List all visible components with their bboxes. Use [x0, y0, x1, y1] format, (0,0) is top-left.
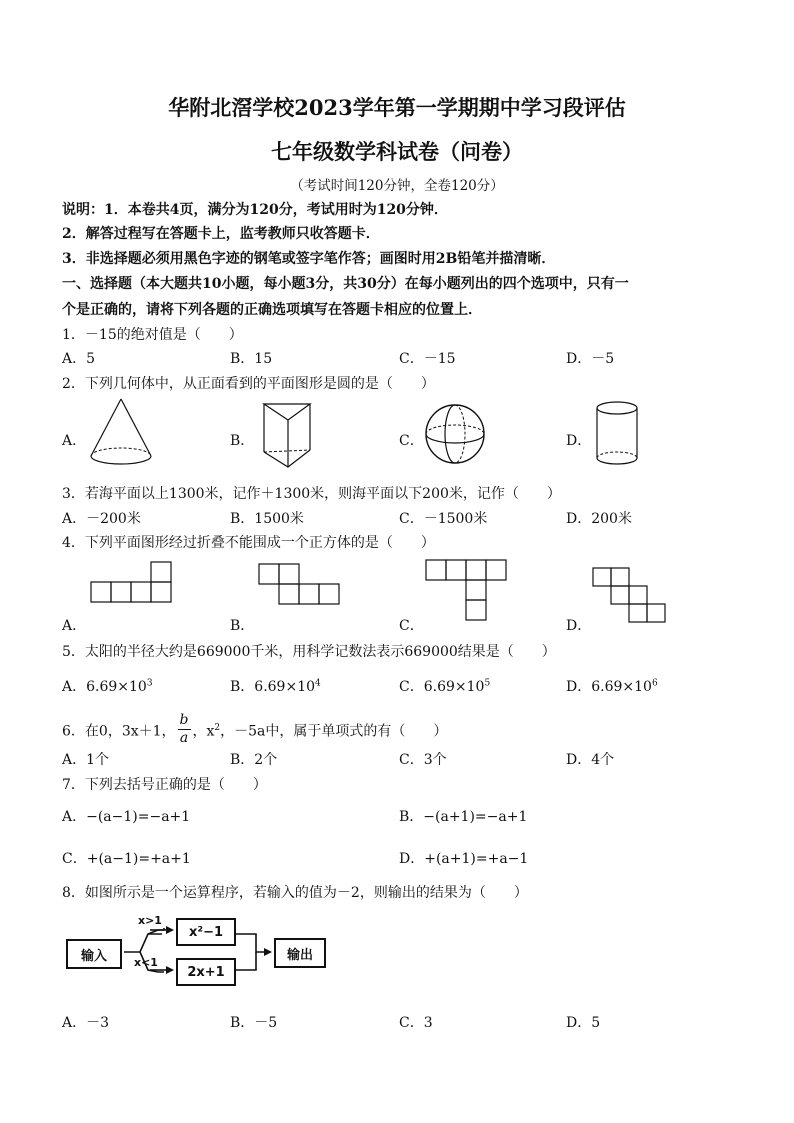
condition-greater-label: x>1	[138, 914, 162, 927]
flowchart-square-minus-one-box: x²−1	[176, 918, 236, 946]
instruction-2: 2．解答过程写在答题卡上，监考教师只收答题卡．	[62, 226, 380, 242]
section-heading-line1: 一、选择题（本大题共10小题，每小题3分，共30分）在每小题列出的四个选项中，只有一	[62, 276, 629, 292]
question-8-option-b: B．－5	[230, 1015, 278, 1031]
question-6-option-b: B．2个	[230, 752, 278, 768]
question-7-option-a: A．−(a−1)=−a+1	[62, 809, 191, 825]
fraction-b-over-a: $\frac{b}{a}$	[179, 712, 189, 746]
question-4-option-d: D．	[566, 618, 592, 634]
sphere-figure	[423, 402, 487, 466]
question-7-stem: 7．下列去括号正确的是（ ）	[62, 777, 267, 793]
question-5-option-d: D．$6.69\times 10^6$	[566, 678, 658, 695]
question-5-option-a: A．$6.69\times 10^3$	[62, 678, 153, 695]
question-6-stem: 6．在0，3x＋1， $\frac{b}{a}$ ，$x^2$，－5a中，属于单项式的有（ ）	[62, 712, 448, 746]
question-7-option-d: D．+(a+1)=+a−1	[399, 851, 529, 867]
net-c-figure	[425, 558, 509, 624]
net-a-figure	[90, 560, 172, 604]
question-2-option-a: A．	[62, 433, 87, 449]
question-1-option-d: D．－5	[566, 351, 615, 367]
flowchart-input-box: 输入	[66, 939, 122, 969]
question-6-option-d: D．4个	[566, 752, 615, 768]
question-2-stem: 2．下列几何体中，从正面看到的平面图形是圆的是（ ）	[62, 376, 435, 392]
question-3-option-a: A．－200米	[62, 511, 141, 527]
question-1-stem: 1．－15的绝对值是（ ）	[62, 327, 243, 343]
question-3-option-b: B．1500米	[230, 511, 304, 527]
question-1-option-b: B．15	[230, 351, 273, 367]
net-d-figure	[592, 566, 668, 626]
instruction-1: 说明：1．本卷共4页，满分为120分，考试用时为120分钟．	[62, 202, 448, 218]
question-5-option-c: C．$6.69\times 10^5$	[399, 678, 491, 695]
exam-title: 华附北滘学校2023学年第一学期期中学习段评估	[168, 95, 626, 120]
question-1-option-c: C．－15	[399, 351, 456, 367]
question-7-option-b: B．−(a+1)=−a+1	[399, 809, 528, 825]
triangular-prism-figure	[258, 400, 318, 470]
question-2-option-c: C．	[399, 433, 424, 449]
exam-time-note: （考试时间120分钟，全卷120分）	[290, 178, 504, 194]
question-7-option-c: C．+(a−1)=+a+1	[62, 851, 191, 867]
question-6-option-a: A．1个	[62, 752, 110, 768]
question-8-stem: 8．如图所示是一个运算程序，若输入的值为－2，则输出的结果为（ ）	[62, 885, 528, 901]
question-3-option-d: D．200米	[566, 511, 632, 527]
question-8-option-d: D．5	[566, 1015, 601, 1031]
instruction-3: 3．非选择题必须用黑色字迹的钢笔或签字笔作答；画图时用2B铅笔并描清晰．	[62, 251, 556, 267]
question-4-option-a: A．	[62, 618, 87, 634]
flowchart-output-box: 输出	[274, 938, 326, 968]
question-5-stem: 5．太阳的半径大约是669000千米，用科学记数法表示669000结果是（ ）	[62, 644, 556, 660]
question-4-option-c: C．	[399, 618, 424, 634]
question-2-option-b: B．	[230, 433, 255, 449]
section-heading-line2: 个是正确的，请将下列各题的正确选项填写在答题卡相应的位置上．	[62, 302, 482, 318]
question-5-option-b: B．$6.69\times 10^4$	[230, 678, 321, 695]
cylinder-figure	[594, 400, 640, 468]
question-1-option-a: A．5	[62, 351, 96, 367]
question-8-option-a: A．－3	[62, 1015, 110, 1031]
question-3-stem: 3．若海平面以上1300米，记作＋1300米，则海平面以下200米，记作（ ）	[62, 486, 561, 502]
question-2-option-d: D．	[566, 433, 592, 449]
condition-less-label: x<1	[134, 956, 158, 969]
flowchart	[66, 912, 346, 992]
net-b-figure	[258, 562, 340, 606]
question-4-stem: 4．下列平面图形经过折叠不能围成一个正方体的是（ ）	[62, 535, 435, 551]
question-8-option-c: C．3	[399, 1015, 433, 1031]
question-4-option-b: B．	[230, 618, 255, 634]
cone-figure	[86, 396, 156, 470]
question-6-option-c: C．3个	[399, 752, 447, 768]
exam-subtitle: 七年级数学科试卷（问卷）	[271, 139, 523, 164]
flowchart-double-plus-one-box: 2x+1	[176, 958, 236, 986]
question-3-option-c: C．－1500米	[399, 511, 488, 527]
